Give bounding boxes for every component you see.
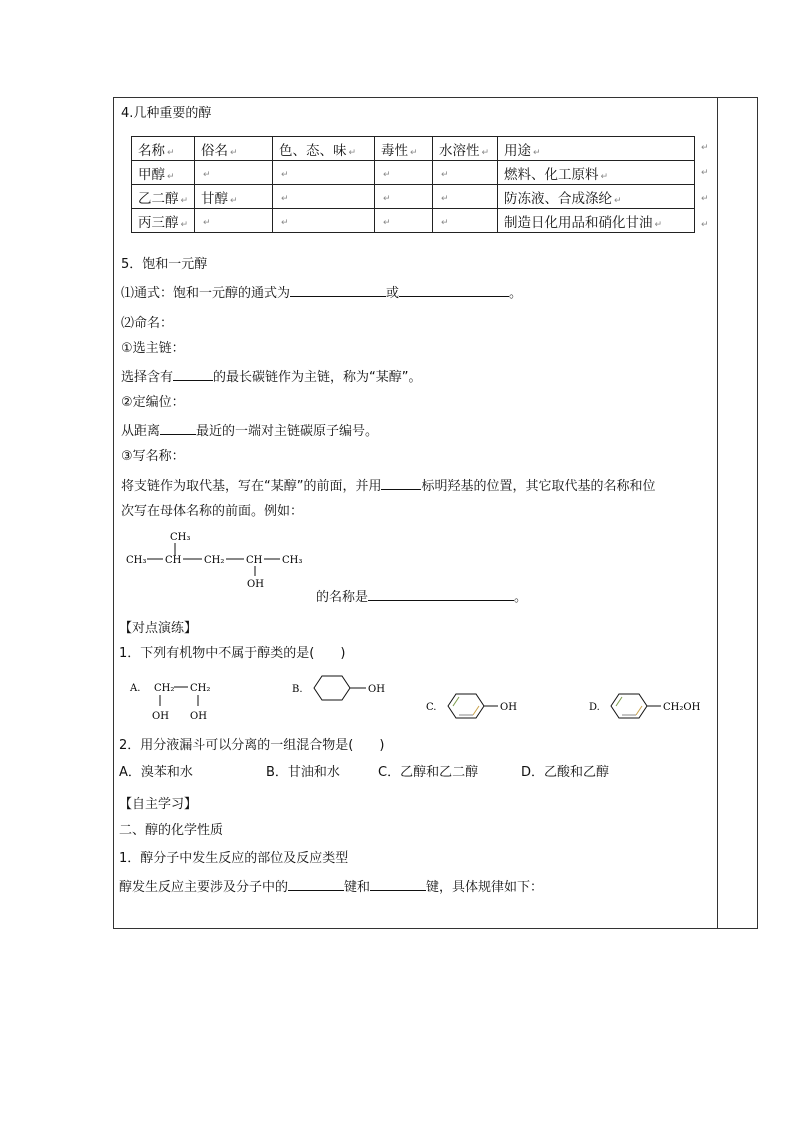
step1-text: 选择含有 的最长碳链作为主链，称为“某醇”。 <box>121 370 422 385</box>
naming-title: ⑵命名： <box>121 316 174 331</box>
table-cell: 甲醇 ↵ <box>132 161 195 185</box>
table-cell: ↵ <box>433 185 498 209</box>
table-header-cell: 俗名 ↵ <box>195 137 273 161</box>
hydroxyl-label: OH <box>247 579 264 590</box>
chain-atom-label: CH <box>165 555 182 566</box>
self-study-subheading: 1．醇分子中发生反应的部位及反应类型 <box>119 851 349 866</box>
paragraph-mark-icon: ↵ <box>701 194 709 204</box>
answer-blank <box>160 422 196 435</box>
answer-blank <box>399 284 509 297</box>
table-header-row <box>132 137 695 161</box>
table-header-cell: 色、态、味 ↵ <box>273 137 375 161</box>
table-cell: ↵ <box>195 209 273 233</box>
answer-blank <box>290 284 386 297</box>
table-header-cell: 水溶性 ↵ <box>433 137 498 161</box>
answer-blank <box>381 477 421 490</box>
self-study-text: 醇发生反应主要涉及分子中的 键和 键，具体规律如下： <box>119 880 544 895</box>
formula-group: CH₂ <box>190 683 211 694</box>
question-2-option-a: A．溴苯和水 <box>119 765 193 780</box>
section5-title: 5．饱和一元醇 <box>121 257 208 272</box>
step2-title: ②定编位： <box>121 395 185 410</box>
table-cell: ↵ <box>273 161 375 185</box>
table-cell: ↵ <box>433 209 498 233</box>
chain-atom-label: CH₃ <box>282 555 303 566</box>
hydroxyl-label: OH <box>368 684 385 695</box>
table-cell: ↵ <box>375 161 433 185</box>
table-header-cell: 用途 ↵ <box>498 137 695 161</box>
hydroxyl-label: OH <box>500 702 517 713</box>
table-cell: ↵ <box>375 209 433 233</box>
hydroxyl-label: OH <box>190 711 207 722</box>
paragraph-mark-icon: ↵ <box>701 143 709 153</box>
methyl-group-label: CH₃ <box>170 532 191 543</box>
table-cell: 制造日化用品和硝化甘油 ↵ <box>498 209 695 233</box>
option-label: D. <box>589 702 600 713</box>
alcohols-table <box>131 136 695 233</box>
table-header-cell: 毒性 ↵ <box>375 137 433 161</box>
option-label: A. <box>130 683 141 694</box>
chain-atom-label: CH₂ <box>204 555 225 566</box>
table-cell: 乙二醇 ↵ <box>132 185 195 209</box>
table-cell: ↵ <box>433 161 498 185</box>
table-cell: ↵ <box>195 161 273 185</box>
step3-title: ③写名称： <box>121 449 185 464</box>
option-b-structure <box>290 673 400 705</box>
example-structure-formula <box>120 528 320 594</box>
hydroxymethyl-label: CH₂OH <box>663 702 701 713</box>
example-name-line: 的名称是 。 <box>316 590 528 605</box>
table-header-cell: 名称 ↵ <box>132 137 195 161</box>
question-1-stem: 1．下列有机物中不属于醇类的是( ) <box>119 646 346 661</box>
option-label: C. <box>426 702 437 713</box>
table-cell: ↵ <box>375 185 433 209</box>
table-cell: ↵ <box>273 209 375 233</box>
step1-title: ①选主链： <box>121 341 185 356</box>
option-a-structure <box>128 678 228 724</box>
answer-blank <box>370 878 426 891</box>
table-row <box>132 209 695 233</box>
table-row <box>132 161 695 185</box>
table-cell: ↵ <box>273 185 375 209</box>
self-study-heading: 二、醇的化学性质 <box>119 823 224 838</box>
table-cell: 甘醇 ↵ <box>195 185 273 209</box>
formula-group: CH₂ <box>154 683 175 694</box>
answer-blank <box>368 588 514 601</box>
table-cell: 防冻液、合成涤纶 ↵ <box>498 185 695 209</box>
paragraph-mark-icon: ↵ <box>701 220 709 230</box>
cyclohexane-ring-icon <box>314 676 350 700</box>
step3-text-line2: 次写在母体名称的前面。例如： <box>121 504 304 519</box>
step3-text-line1: 将支链作为取代基，写在“某醇”的前面，并用 标明羟基的位置，其它取代基的名称和位 <box>121 479 656 494</box>
general-formula-line: ⑴通式：饱和一元醇的通式为 或 。 <box>121 286 523 301</box>
answer-blank <box>173 368 213 381</box>
option-d-structure <box>587 690 713 722</box>
right-column-divider <box>717 97 718 929</box>
section4-title: 4.几种重要的醇 <box>121 106 212 121</box>
question-2-option-b: B．甘油和水 <box>266 765 340 780</box>
hydroxyl-label: OH <box>152 711 169 722</box>
question-2-option-c: C．乙醇和乙二醇 <box>378 765 479 780</box>
table-cell: 丙三醇 ↵ <box>132 209 195 233</box>
option-label: B. <box>292 684 303 695</box>
paragraph-mark-icon: ↵ <box>701 168 709 178</box>
chain-atom-label: CH₃ <box>126 555 147 566</box>
answer-blank <box>288 878 344 891</box>
question-2-option-d: D．乙酸和乙醇 <box>521 765 610 780</box>
option-c-structure <box>424 690 534 722</box>
step2-text: 从距离 最近的一端对主链碳原子编号。 <box>121 424 379 439</box>
question-2-stem: 2．用分液漏斗可以分离的一组混合物是( ) <box>119 738 385 753</box>
table-row <box>132 185 695 209</box>
chain-atom-label: CH <box>246 555 263 566</box>
practice-title: 【对点演练】 <box>119 621 198 636</box>
self-study-title: 【自主学习】 <box>119 797 198 812</box>
table-cell: 燃料、化工原料 ↵ <box>498 161 695 185</box>
